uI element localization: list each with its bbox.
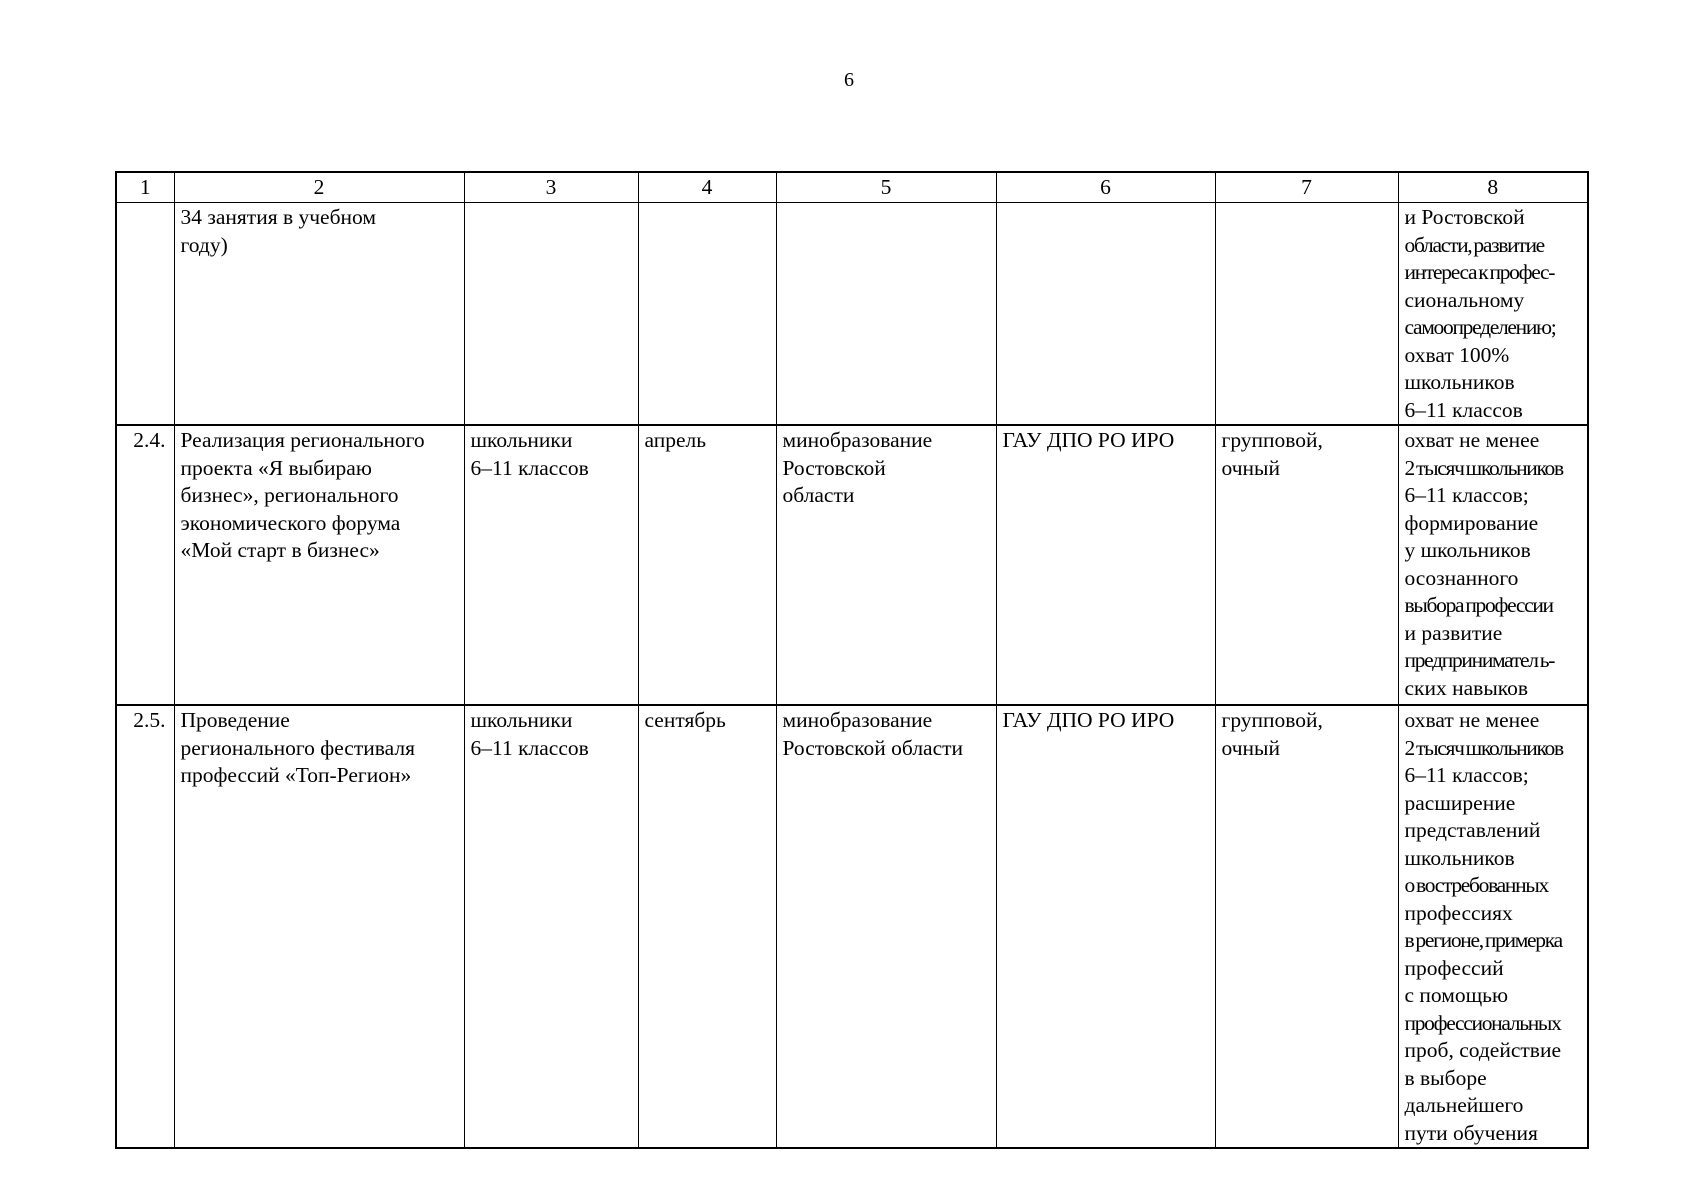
cell-line: осознанного [1404, 565, 1519, 590]
column-number: 8 [1398, 172, 1588, 203]
cell-line: групповой, [1221, 428, 1323, 452]
table-row [116, 705, 1588, 1148]
cell-line: выбора профессии [1404, 593, 1553, 617]
cell-line: представлений [1404, 818, 1541, 842]
executor-cell [996, 705, 1215, 1148]
responsible-cell [776, 425, 996, 705]
cell-line: охват не менее [1404, 428, 1540, 452]
cell-line: области, развитие [1404, 232, 1544, 257]
cell-line: очный [1221, 735, 1280, 760]
event-cell [174, 705, 464, 1148]
cell-line: с помощью [1404, 983, 1509, 1007]
events-table [115, 171, 1589, 1149]
cell-line: самоопределению; [1404, 315, 1556, 339]
cell-line: области [782, 483, 855, 507]
cell-line: минобразование [782, 708, 933, 732]
dates-cell [638, 203, 776, 426]
cell-line: охват не менее [1404, 708, 1540, 732]
cell-line: 6–11 классов [470, 735, 589, 760]
row-number: 2.5. [116, 705, 174, 1148]
cell-line: 2 тысяч школьников [1404, 735, 1563, 760]
column-number: 5 [776, 172, 996, 203]
column-number: 3 [464, 172, 638, 203]
event-cell [174, 425, 464, 705]
cell-line: минобразование [782, 428, 933, 452]
cell-line: школьников [1404, 370, 1515, 394]
result-cell [1398, 203, 1588, 426]
dates-cell [638, 705, 776, 1148]
cell-line: школьники [470, 708, 573, 732]
cell-line: проекта «Я выбираю [180, 455, 372, 480]
row-number [116, 203, 174, 426]
column-number: 4 [638, 172, 776, 203]
result-cell [1398, 425, 1588, 705]
page-number: 6 [844, 69, 854, 91]
cell-line: сиональному [1404, 287, 1525, 312]
cell-line: ГАУ ДПО РО ИРО [1002, 708, 1175, 732]
table-row [116, 425, 1588, 705]
cell-line: у школьников [1404, 538, 1531, 562]
cell-line: апрель [644, 428, 707, 452]
cell-line: 6–11 классов; [1404, 763, 1529, 787]
format-cell [1215, 203, 1398, 426]
cell-line: дальнейшего [1404, 1093, 1524, 1117]
cell-line: 6–11 классов [470, 455, 589, 480]
column-number-row [116, 172, 1588, 203]
cell-line: году) [180, 232, 228, 257]
cell-line: в регионе, примерка [1404, 928, 1562, 952]
cell-line: профессий [1404, 955, 1504, 980]
cell-line: пути обучения [1404, 1120, 1538, 1145]
responsible-cell [776, 705, 996, 1148]
column-number: 6 [996, 172, 1215, 203]
cell-line: профессиях [1404, 900, 1513, 925]
cell-line: 34 занятия в учебном [180, 205, 376, 229]
cell-line: групповой, [1221, 708, 1323, 732]
row-number: 2.4. [116, 425, 174, 705]
cell-line: ГАУ ДПО РО ИРО [1002, 428, 1175, 452]
result-cell [1398, 705, 1588, 1148]
cell-line: школьники [470, 428, 573, 452]
cell-line: Проведение [180, 708, 290, 732]
cell-line: экономического форума [180, 510, 401, 535]
executor-cell [996, 203, 1215, 426]
cell-line: формирование [1404, 510, 1539, 535]
cell-line: 6–11 классов [1404, 397, 1523, 422]
responsible-cell [776, 203, 996, 426]
column-number: 7 [1215, 172, 1398, 203]
cell-line: 2 тысяч школьников [1404, 455, 1563, 480]
cell-line: 6–11 классов; [1404, 483, 1529, 507]
cell-line: и развитие [1404, 620, 1503, 645]
cell-line: бизнес», регионального [180, 483, 399, 507]
cell-line: профессий «Топ-Регион» [180, 763, 412, 787]
cell-line: школьников [1404, 845, 1515, 870]
column-number: 1 [116, 172, 174, 203]
cell-line: регионального фестиваля [180, 735, 415, 760]
cell-line: профессиональных [1404, 1010, 1561, 1035]
table-row-continued [116, 203, 1588, 426]
cell-line: о востребованных [1404, 873, 1548, 897]
cell-line: проб, содействие [1404, 1038, 1561, 1062]
executor-cell [996, 425, 1215, 705]
participants-cell [464, 705, 638, 1148]
cell-line: Ростовской области [782, 735, 964, 760]
cell-line: предпринимател ь- [1404, 648, 1555, 672]
event-cell [174, 203, 464, 426]
participants-cell [464, 203, 638, 426]
cell-line: расширение [1404, 790, 1516, 815]
cell-line: Ростовской [782, 455, 886, 480]
format-cell [1215, 705, 1398, 1148]
column-number: 2 [174, 172, 464, 203]
cell-line: в выборе [1404, 1065, 1487, 1090]
participants-cell [464, 425, 638, 705]
cell-line: ских навыков [1404, 675, 1529, 700]
cell-line: и Ростовской [1404, 205, 1525, 229]
cell-line: очный [1221, 455, 1280, 480]
cell-line: сентябрь [644, 708, 726, 732]
cell-line: охват 100% [1404, 342, 1510, 367]
cell-line: Реализация регионального [180, 428, 425, 452]
cell-line: интереса к профес- [1404, 260, 1555, 284]
dates-cell [638, 425, 776, 705]
cell-line: «Мой старт в бизнес» [180, 538, 380, 562]
format-cell [1215, 425, 1398, 705]
